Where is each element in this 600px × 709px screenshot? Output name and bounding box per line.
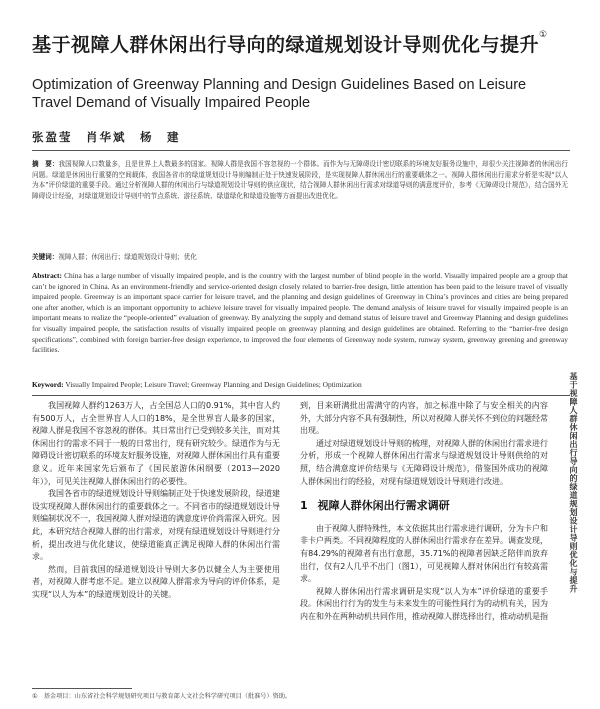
paragraph: 视障人群休闲出行需求调研是实现“以人为本”评价绿道的重要手段。休闲出行行为的发生与未来发生的可能性间行为的动机有关，因为内在和外在两种动机共同作用，推动视障人群选择出行，推动动机是指 xyxy=(300,586,548,621)
keywords-en-label: Keyword: xyxy=(32,380,64,389)
section-number: 1 xyxy=(300,499,308,513)
paper-title-cn: 基于视障人群休闲出行导向的绿道规划设计导则优化与提升① xyxy=(32,30,548,56)
keywords-cn-text: 视障人群；休闲出行；绿道规划设计导则；优化 xyxy=(58,253,197,261)
title-footnote-mark: ① xyxy=(539,30,548,40)
paragraph: 然而，目前我国的绿道规划设计导则大多仍以健全人为主要使用者，对视障人群考虑不足。建立以视障人群需求为导向的评价体系，是实现“以人为本”的绿道规划设计的关键。 xyxy=(32,564,280,599)
abstract-divider xyxy=(32,395,570,396)
footnote-divider xyxy=(32,688,132,689)
paragraph: 通过对绿道规划设计导则的梳理，对视障人群的休闲出行需求进行分析，形成一个视障人群休闲出行需求与绿道规划设计导则供给的对照，结合满意度评价结果与《无障碍设计规范》，借鉴国外成功的视障人群休闲出行的经验，对现有绿道规划设计导则进行改进。 xyxy=(300,438,548,486)
keywords-cn-label: 关键词： xyxy=(32,253,59,261)
running-title-vertical: 基于视障人群休闲出行导向的绿道规划设计导则优化与提升 xyxy=(569,372,578,593)
paragraph: 我国视障人群约1263万人，占全国总人口的0.91%，其中盲人约有500万人，占全世界盲人人口的18%，是全世界盲人最多的国家，视障人群是我国不容忽视的群体。其日常出行已受到较多关注，而对其休闲出行的需求不同于一般的日常出行，现有研究较少。绿道作为与无障碍设计密切联系的环境友好服务设施，对视障人群休闲出行具有重要意义。近年来国家先后颁布了《国民旅游休闲纲要（2013—2020年）》，可见关注视障人群休闲出行的必要性。 xyxy=(32,401,280,486)
paragraph: 我国各省市的绿道规划设计导则编制正处于快速发展阶段，绿道建设实现视障人群休闲出行的重要载体之一。不同省市的绿道规划设计导则编制状况不一，我国视障人群对绿道的满意度评价尚需深入研究。因此，本研究结合视障人群的出行需求，对现有绿道规划设计导则进行分析，提出改进与优化建议，使绿道能真正满足视障人群的休闲出行需求。 xyxy=(32,489,280,562)
authors: 张盈莹 肖华斌 杨 建 xyxy=(32,130,181,144)
keywords-cn xyxy=(32,252,568,263)
abstract-cn-label: 摘 要： xyxy=(32,160,59,168)
paper-title-en: Optimization of Greenway Planning and Design Guidelines Based on Leisure Travel Demand of Visually Impaired People xyxy=(32,77,527,111)
paragraph: 由于视障人群特殊性，本文依据其出行需求进行调研，分为卡户和非卡户两类。不同视障程度的人群休闲出行需求存在差异。调查发现，有84.29%的视障者有出行意愿，35.71%的视障者因缺乏陪伴而放弃出行，仅有2人几乎不出门（图1），可见视障人群对休闲出行有较高需求。 xyxy=(300,523,548,584)
keywords-en-text: Visually Impaired People; Leisure Travel; Greenway Planning and Design Guidelines; Optimization xyxy=(65,380,362,389)
body-column-left xyxy=(32,400,280,602)
abstract-en-text: China has a large number of visually impaired people, and is the country with the largest number of blind people in the world. Visually impaired people are a group that can’t be ignored in China. As an environment-friendly and service-oriented design closely related to barrier-free design, little attention has been paid to the leisure travel of visually impaired people. Greenway is an important space carrier for leisure travel, and the planning and design guidelines of Greenway in China’s provinces and cities are being prepared one after another, which is an important opportunity to achieve leisure travel for visually impaired people. The demand analysis of leisure travel for visually impaired people is an important means to realize the “people-oriented” evaluation of greenway. By analyzing the supply and demand status of leisure travel and Greenway Planning and design guidelines for visually impaired people, the satisfaction results of visually impaired people on greenway planning and design guidelines are obtained. Referring to the “barrier-free design specifications”, combined with foreign barrier-free design experience, to improved the four elements of Greenway node system, runway system, greenway greening and greenway facilities. xyxy=(32,271,568,355)
paragraph: 到，目来研满批出需满守的内容，加之标准中除了与安全相关的内容外，大部分内容不具有强制性，所以对视障人群关怀不到位的问题经常出现。 xyxy=(300,401,548,436)
body-column-right xyxy=(300,400,548,624)
abstract-en-label: Abstract: xyxy=(32,271,62,280)
abstract-en xyxy=(32,271,568,356)
footnote: ① 基金项目：山东省社会科学规划研究项目与教育部人文社会科学研究项目（批准号）资助。 xyxy=(32,693,292,700)
header-divider xyxy=(32,150,570,151)
abstract-cn-text: 我国视障人口数量多，且是世界上人数最多的国家。视障人群是我国不容忽视的一个群体。而作为与无障碍设计密切联系的环境友好服务设施中，却很少关注视障者的休闲出行问题。绿道是休闲出行重要的空间载体，我国各省市的绿道规划设计导则编制正处于快速发展阶段，是实现视障人群休闲出行的重要载体之一。视障人群休闲出行需求分析是实现“以人为本”评价绿道的重要手段。通过分析视障人群的休闲出行与绿道规划设计导则的供应现状，结合视障人群休闲出行需求对绿道导则的满意度评价，参考《无障碍设计规范》，结合国外无障碍设计经验，对绿道规划设计导则中的节点系统、游径系统、绿道绿化和绿道设施等方面提出改进优化。 xyxy=(32,160,569,200)
abstract-cn xyxy=(32,159,568,201)
section-title: 视障人群休闲出行需求调研 xyxy=(317,499,450,513)
section-heading xyxy=(300,500,548,513)
keywords-en xyxy=(32,380,568,391)
